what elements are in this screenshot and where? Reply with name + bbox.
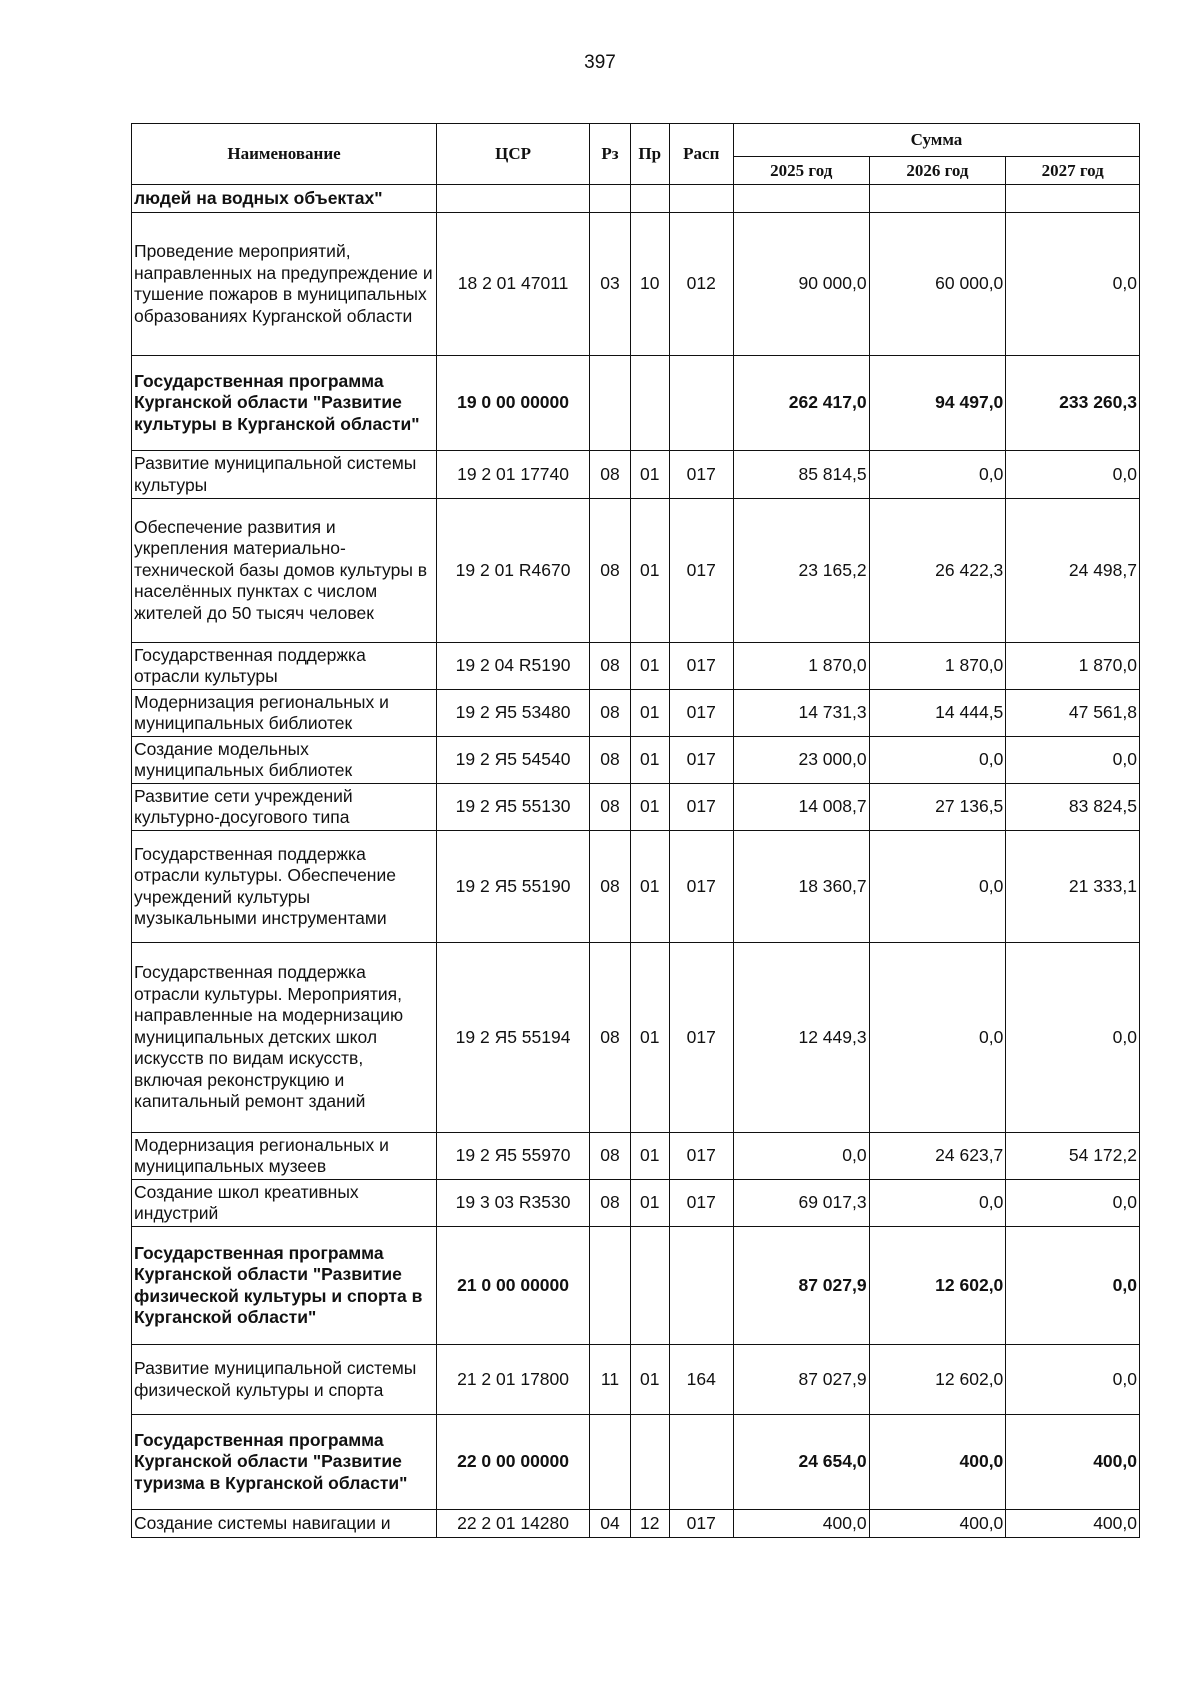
cell-2025: 87 027,9 (733, 1345, 869, 1415)
cell-2026: 0,0 (869, 1180, 1006, 1227)
header-rasp: Расп (669, 124, 733, 185)
cell-2027: 400,0 (1006, 1510, 1140, 1538)
cell-pr: 01 (630, 1180, 669, 1227)
cell-rasp: 017 (669, 737, 733, 784)
header-sum: Сумма (733, 124, 1139, 157)
cell-rz: 08 (590, 943, 631, 1133)
cell-csr: 21 2 01 17800 (437, 1345, 590, 1415)
cell-name: Создание модельных муниципальных библиотек (132, 737, 437, 784)
cell-name: Создание школ креативных индустрий (132, 1180, 437, 1227)
table-row (132, 690, 1140, 737)
budget-table (131, 123, 1140, 1538)
table-row (132, 451, 1140, 499)
cell-rz: 04 (590, 1510, 631, 1538)
cell-pr: 01 (630, 737, 669, 784)
cell-csr: 19 0 00 00000 (437, 356, 590, 451)
cell-name: Государственная программа Курганской области "Развитие культуры в Курганской области" (132, 356, 437, 451)
header-name: Наименование (132, 124, 437, 185)
cell-2025: 14 731,3 (733, 690, 869, 737)
cell-2027 (1006, 185, 1140, 213)
cell-2025 (733, 185, 869, 213)
cell-2026: 24 623,7 (869, 1133, 1006, 1180)
cell-rasp (669, 1227, 733, 1345)
cell-csr: 19 2 Я5 55190 (437, 831, 590, 943)
cell-2025: 14 008,7 (733, 784, 869, 831)
table-row (132, 185, 1140, 213)
cell-2025: 0,0 (733, 1133, 869, 1180)
cell-2026: 14 444,5 (869, 690, 1006, 737)
cell-pr (630, 185, 669, 213)
cell-csr: 19 2 Я5 54540 (437, 737, 590, 784)
header-rz: Рз (590, 124, 631, 185)
cell-pr (630, 1415, 669, 1510)
table-row (132, 213, 1140, 356)
cell-2025: 24 654,0 (733, 1415, 869, 1510)
cell-2027: 0,0 (1006, 1227, 1140, 1345)
cell-2026: 12 602,0 (869, 1345, 1006, 1415)
cell-pr: 01 (630, 1345, 669, 1415)
cell-rz: 08 (590, 1180, 631, 1227)
cell-rz (590, 185, 631, 213)
cell-name: Создание системы навигации и (132, 1510, 437, 1538)
cell-2026: 26 422,3 (869, 499, 1006, 643)
cell-2027: 0,0 (1006, 213, 1140, 356)
table-row (132, 356, 1140, 451)
cell-name: Развитие муниципальной системы физической культуры и спорта (132, 1345, 437, 1415)
cell-name: Государственная поддержка отрасли культуры. Мероприятия, направленные на модернизацию муниципальных детских школ искусств по видам искусств, включая реконструкцию и капитальный ремонт зданий (132, 943, 437, 1133)
table-row (132, 831, 1140, 943)
cell-pr: 01 (630, 1133, 669, 1180)
cell-2025: 69 017,3 (733, 1180, 869, 1227)
table-row (132, 943, 1140, 1133)
table-header (132, 124, 1140, 185)
cell-csr: 19 2 01 R4670 (437, 499, 590, 643)
cell-2025: 90 000,0 (733, 213, 869, 356)
cell-csr: 19 2 Я5 55970 (437, 1133, 590, 1180)
cell-rz (590, 1415, 631, 1510)
cell-csr: 19 3 03 R3530 (437, 1180, 590, 1227)
table-row (132, 1180, 1140, 1227)
cell-rz: 08 (590, 451, 631, 499)
cell-2025: 87 027,9 (733, 1227, 869, 1345)
header-csr: ЦСР (437, 124, 590, 185)
table-row (132, 1510, 1140, 1538)
cell-2027: 47 561,8 (1006, 690, 1140, 737)
cell-2026 (869, 185, 1006, 213)
cell-2025: 1 870,0 (733, 643, 869, 690)
table-row (132, 1133, 1140, 1180)
cell-2027: 400,0 (1006, 1415, 1140, 1510)
cell-csr: 19 2 Я5 55130 (437, 784, 590, 831)
cell-pr (630, 356, 669, 451)
cell-2027: 0,0 (1006, 737, 1140, 784)
cell-csr: 19 2 Я5 55194 (437, 943, 590, 1133)
cell-pr: 01 (630, 943, 669, 1133)
cell-pr: 01 (630, 690, 669, 737)
cell-2025: 12 449,3 (733, 943, 869, 1133)
cell-rz: 08 (590, 737, 631, 784)
cell-rasp: 017 (669, 831, 733, 943)
cell-rz: 08 (590, 643, 631, 690)
table-row (132, 1345, 1140, 1415)
cell-rz: 08 (590, 690, 631, 737)
cell-rz: 11 (590, 1345, 631, 1415)
cell-pr: 01 (630, 451, 669, 499)
cell-rasp: 164 (669, 1345, 733, 1415)
cell-name: Модернизация региональных и муниципальных библиотек (132, 690, 437, 737)
cell-csr: 21 0 00 00000 (437, 1227, 590, 1345)
cell-pr: 10 (630, 213, 669, 356)
cell-2027: 0,0 (1006, 451, 1140, 499)
cell-2025: 400,0 (733, 1510, 869, 1538)
cell-pr: 12 (630, 1510, 669, 1538)
cell-2027: 0,0 (1006, 1345, 1140, 1415)
cell-csr: 19 2 04 R5190 (437, 643, 590, 690)
cell-2026: 0,0 (869, 831, 1006, 943)
cell-pr: 01 (630, 831, 669, 943)
header-year-2027: 2027 год (1006, 157, 1140, 185)
cell-2026: 60 000,0 (869, 213, 1006, 356)
cell-rasp: 012 (669, 213, 733, 356)
cell-2026: 27 136,5 (869, 784, 1006, 831)
cell-rasp: 017 (669, 499, 733, 643)
header-year-2026: 2026 год (869, 157, 1006, 185)
cell-2027: 0,0 (1006, 943, 1140, 1133)
cell-rz (590, 1227, 631, 1345)
cell-rasp: 017 (669, 1510, 733, 1538)
cell-csr: 19 2 Я5 53480 (437, 690, 590, 737)
cell-name: Государственная поддержка отрасли культуры (132, 643, 437, 690)
cell-2027: 0,0 (1006, 1180, 1140, 1227)
header-pr: Пр (630, 124, 669, 185)
cell-name: Развитие сети учреждений культурно-досугового типа (132, 784, 437, 831)
cell-name: людей на водных объектах" (132, 185, 437, 213)
cell-2025: 262 417,0 (733, 356, 869, 451)
cell-rasp (669, 356, 733, 451)
cell-rz: 08 (590, 1133, 631, 1180)
cell-2026: 1 870,0 (869, 643, 1006, 690)
cell-2027: 54 172,2 (1006, 1133, 1140, 1180)
cell-rasp: 017 (669, 1133, 733, 1180)
cell-rz: 08 (590, 831, 631, 943)
table-row (132, 643, 1140, 690)
cell-name: Государственная поддержка отрасли культуры. Обеспечение учреждений культуры музыкальными инструментами (132, 831, 437, 943)
table-body (132, 185, 1140, 1538)
cell-csr (437, 185, 590, 213)
cell-name: Проведение мероприятий, направленных на предупреждение и тушение пожаров в муниципальных образованиях Курганской области (132, 213, 437, 356)
cell-name: Развитие муниципальной системы культуры (132, 451, 437, 499)
cell-name: Государственная программа Курганской области "Развитие туризма в Курганской области" (132, 1415, 437, 1510)
cell-2026: 0,0 (869, 451, 1006, 499)
cell-2025: 85 814,5 (733, 451, 869, 499)
table-row (132, 1415, 1140, 1510)
cell-rasp: 017 (669, 784, 733, 831)
cell-2025: 18 360,7 (733, 831, 869, 943)
cell-2026: 400,0 (869, 1415, 1006, 1510)
header-year-2025: 2025 год (733, 157, 869, 185)
cell-rasp: 017 (669, 451, 733, 499)
cell-rasp: 017 (669, 643, 733, 690)
cell-name: Государственная программа Курганской области "Развитие физической культуры и спорта в Курганской области" (132, 1227, 437, 1345)
table-row (132, 784, 1140, 831)
cell-rasp: 017 (669, 1180, 733, 1227)
cell-csr: 18 2 01 47011 (437, 213, 590, 356)
cell-rz: 03 (590, 213, 631, 356)
cell-name: Обеспечение развития и укрепления материально-технической базы домов культуры в населённых пунктах с числом жителей до 50 тысяч человек (132, 499, 437, 643)
cell-2026: 400,0 (869, 1510, 1006, 1538)
cell-2027: 233 260,3 (1006, 356, 1140, 451)
cell-2025: 23 000,0 (733, 737, 869, 784)
cell-rasp (669, 185, 733, 213)
cell-rasp: 017 (669, 943, 733, 1133)
cell-2026: 12 602,0 (869, 1227, 1006, 1345)
cell-rz (590, 356, 631, 451)
cell-rasp: 017 (669, 690, 733, 737)
cell-rasp (669, 1415, 733, 1510)
cell-pr (630, 1227, 669, 1345)
cell-csr: 19 2 01 17740 (437, 451, 590, 499)
cell-2027: 83 824,5 (1006, 784, 1140, 831)
cell-pr: 01 (630, 643, 669, 690)
table-row (132, 499, 1140, 643)
page-number: 397 (584, 52, 616, 73)
cell-2025: 23 165,2 (733, 499, 869, 643)
table-row (132, 1227, 1140, 1345)
cell-2026: 0,0 (869, 943, 1006, 1133)
cell-2027: 21 333,1 (1006, 831, 1140, 943)
cell-2026: 94 497,0 (869, 356, 1006, 451)
cell-rz: 08 (590, 499, 631, 643)
cell-pr: 01 (630, 499, 669, 643)
table-row (132, 737, 1140, 784)
cell-pr: 01 (630, 784, 669, 831)
cell-2027: 24 498,7 (1006, 499, 1140, 643)
cell-csr: 22 2 01 14280 (437, 1510, 590, 1538)
cell-2026: 0,0 (869, 737, 1006, 784)
cell-rz: 08 (590, 784, 631, 831)
cell-csr: 22 0 00 00000 (437, 1415, 590, 1510)
cell-name: Модернизация региональных и муниципальных музеев (132, 1133, 437, 1180)
cell-2027: 1 870,0 (1006, 643, 1140, 690)
